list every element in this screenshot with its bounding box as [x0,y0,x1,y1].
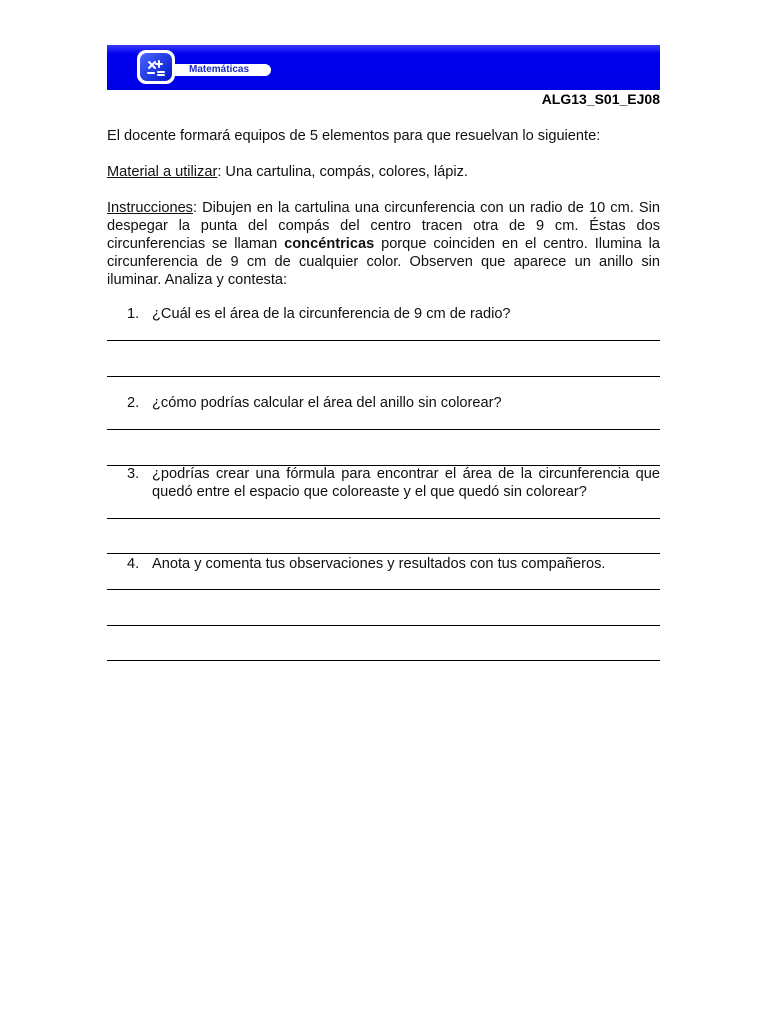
material-text: : Una cartulina, compás, colores, lápiz. [217,164,468,180]
answer-line[interactable] [107,518,660,519]
instructions-text-after: porque coinciden en el centro. Ilumina la circunferencia de 9 cm de cualquier color. Observen que aparece un anillo sin iluminar. Analiza y contesta: [107,236,660,288]
header-banner [107,45,660,90]
instructions-text-before: : Dibujen en la cartulina una circunferencia con un radio de 10 cm. Sin despegar la punta del compás del centro tracen otra de 9 cm. Éstas dos circunferencias se llaman [107,200,660,252]
question-text: ¿podrías crear una fórmula para encontrar el área de la circunferencia que quedó entre el espacio que coloreaste y el que quedó sin colorear? [152,466,660,500]
answer-line[interactable] [107,589,660,590]
instructions-bold-term: concéntricas [284,236,375,252]
question-number: 3. [127,466,140,482]
answer-line[interactable] [107,340,660,341]
instructions-label: Instrucciones [107,200,193,216]
question-text: ¿cómo podrías calcular el área del anillo sin colorear? [152,395,502,411]
question-number: 2. [127,395,140,411]
intro-text: El docente formará equipos de 5 elementos para que resuelvan lo siguiente: [107,128,601,144]
subject-pill [165,64,271,76]
answer-line[interactable] [107,625,660,626]
question-text: ¿Cuál es el área de la circunferencia de 9 cm de radio? [152,306,511,322]
exercise-code: ALG13_S01_EJ08 [541,91,660,107]
answer-line[interactable] [107,429,660,430]
material-label: Material a utilizar [107,164,218,180]
answer-line[interactable] [107,553,660,554]
instructions-paragraph [107,199,660,289]
math-symbols-icon [140,53,172,81]
logo [137,50,175,84]
question-text: Anota y comenta tus observaciones y resultados con tus compañeros. [152,556,606,572]
subject-label: Matemáticas [189,64,250,75]
answer-line[interactable] [107,660,660,661]
answer-line[interactable] [107,376,660,377]
question-number: 4. [127,556,140,572]
question-number: 1. [127,306,140,322]
material-paragraph [107,163,660,181]
